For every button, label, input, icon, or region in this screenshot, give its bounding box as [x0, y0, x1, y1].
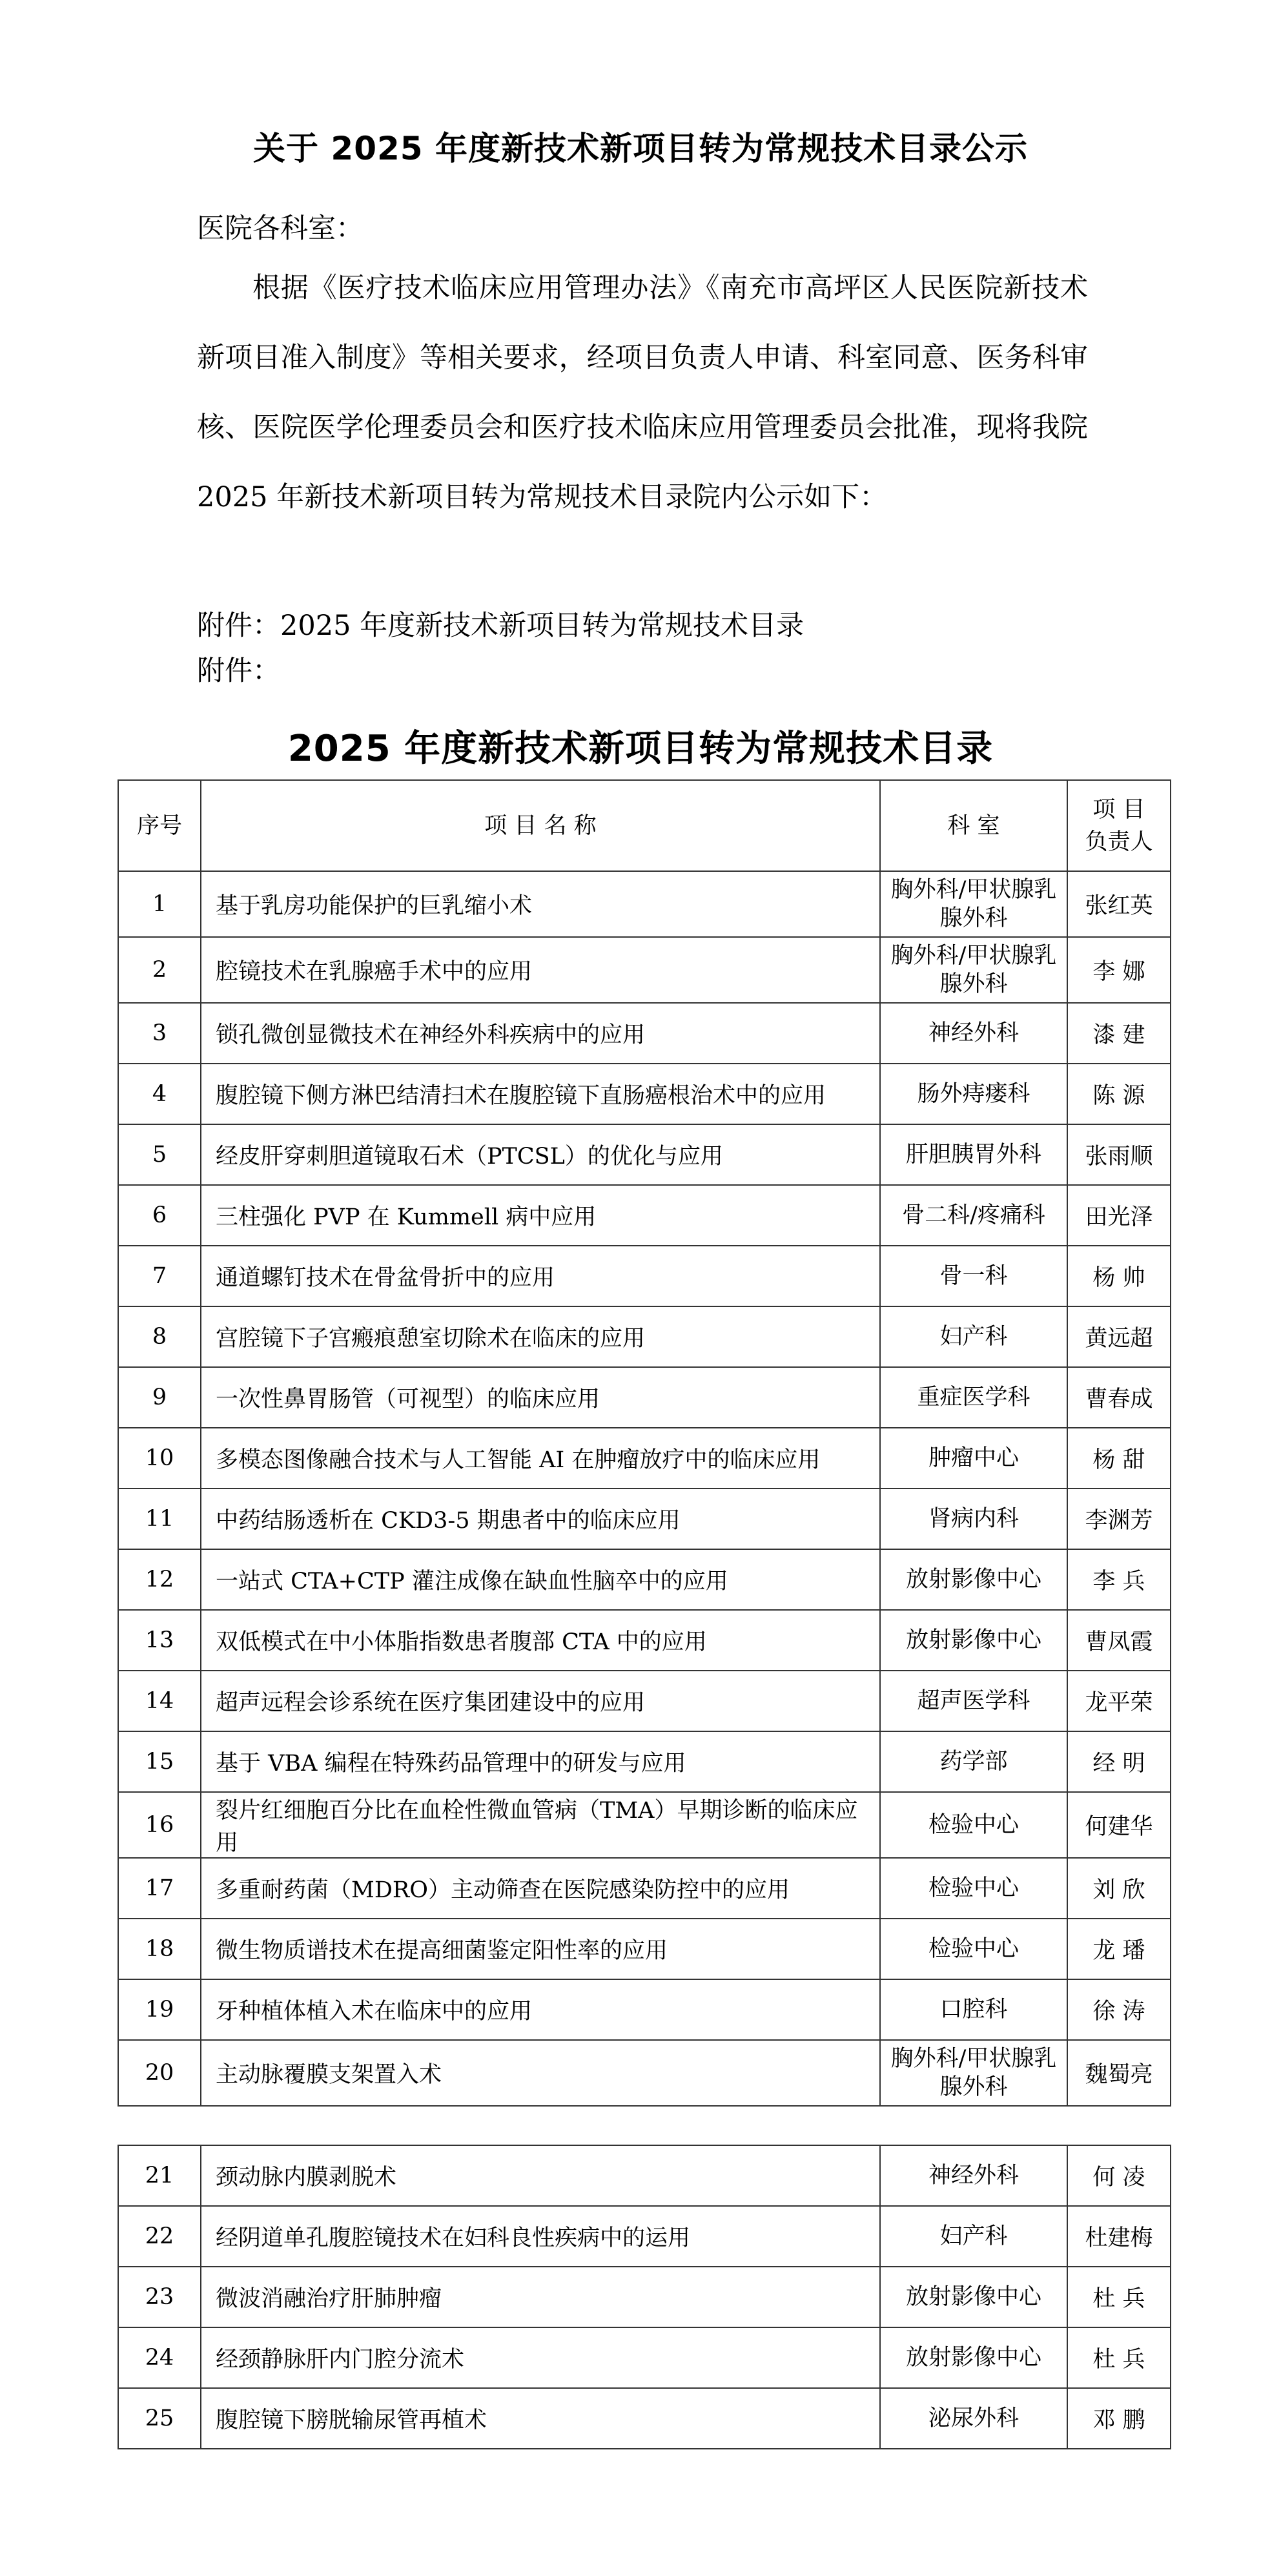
row-index: 10: [118, 1428, 201, 1489]
row-project-name: 一站式 CTA+CTP 灌注成像在缺血性脑卒中的应用: [201, 1549, 880, 1610]
row-leader: 邓 鹏: [1067, 2388, 1171, 2449]
table-row: [118, 2040, 1171, 2106]
row-project-name: 多模态图像融合技术与人工智能 AI 在肿瘤放疗中的临床应用: [201, 1428, 880, 1489]
row-index: 25: [118, 2388, 201, 2449]
row-project-name: 主动脉覆膜支架置入术: [201, 2040, 880, 2106]
row-index: 6: [118, 1185, 201, 1246]
row-department: 放射影像中心: [880, 1549, 1067, 1610]
row-index: 20: [118, 2040, 201, 2106]
row-leader: 张红英: [1067, 871, 1171, 937]
row-leader: 李渊芳: [1067, 1489, 1171, 1549]
row-index: 22: [118, 2206, 201, 2267]
row-leader: 陈 源: [1067, 1064, 1171, 1124]
row-index: 14: [118, 1671, 201, 1731]
row-index: 18: [118, 1919, 201, 1979]
table-header-row: [118, 780, 1171, 871]
row-leader: 曹凤霞: [1067, 1610, 1171, 1671]
row-project-name: 双低模式在中小体脂指数患者腹部 CTA 中的应用: [201, 1610, 880, 1671]
row-leader: 龙 璠: [1067, 1919, 1171, 1979]
header-lead: [1067, 780, 1171, 871]
table-row: [118, 1428, 1171, 1489]
row-project-name: 三柱强化 PVP 在 Kummell 病中应用: [201, 1185, 880, 1246]
header-lead-line2: 负责人: [1085, 829, 1153, 855]
catalog-table-continued: [118, 2145, 1171, 2449]
row-index: 13: [118, 1610, 201, 1671]
row-project-name: 宫腔镜下子宫瘢痕憩室切除术在临床的应用: [201, 1306, 880, 1367]
row-leader: 李 兵: [1067, 1549, 1171, 1610]
row-department: 检验中心: [880, 1792, 1067, 1858]
table-row: [118, 1792, 1171, 1858]
row-project-name: 腹腔镜下侧方淋巴结清扫术在腹腔镜下直肠癌根治术中的应用: [201, 1064, 880, 1124]
catalog-title: 2025 年度新技术新项目转为常规技术目录: [287, 728, 994, 770]
row-leader: 黄远超: [1067, 1306, 1171, 1367]
table-row: [118, 1731, 1171, 1792]
row-department: 检验中心: [880, 1919, 1067, 1979]
table-row: [118, 2145, 1171, 2206]
row-department: 药学部: [880, 1731, 1067, 1792]
row-leader: 田光泽: [1067, 1185, 1171, 1246]
table-row: [118, 1064, 1171, 1124]
table-row: [118, 1549, 1171, 1610]
table-row: [118, 1306, 1171, 1367]
row-index: 19: [118, 1979, 201, 2040]
attachment-label: 附件：: [197, 655, 280, 687]
row-project-name: 超声远程会诊系统在医疗集团建设中的应用: [201, 1671, 880, 1731]
row-leader: 杜建梅: [1067, 2206, 1171, 2267]
row-leader: 何 凌: [1067, 2145, 1171, 2206]
row-project-name: 微生物质谱技术在提高细菌鉴定阳性率的应用: [201, 1919, 880, 1979]
table-row: [118, 1489, 1171, 1549]
row-project-name: 裂片红细胞百分比在血栓性微血管病（TMA）早期诊断的临床应用: [201, 1792, 880, 1858]
table-row: [118, 2267, 1171, 2327]
row-project-name: 一次性鼻胃肠管（可视型）的临床应用: [201, 1367, 880, 1428]
row-project-name: 牙种植体植入术在临床中的应用: [201, 1979, 880, 2040]
row-leader: 徐 涛: [1067, 1979, 1171, 2040]
row-department: 胸外科/甲状腺乳腺外科: [880, 2040, 1067, 2106]
table-row: [118, 1671, 1171, 1731]
row-index: 11: [118, 1489, 201, 1549]
table-row: [118, 1367, 1171, 1428]
row-department: 放射影像中心: [880, 2267, 1067, 2327]
row-department: 胸外科/甲状腺乳腺外科: [880, 937, 1067, 1003]
row-project-name: 腔镜技术在乳腺癌手术中的应用: [201, 937, 880, 1003]
table-row: [118, 1003, 1171, 1064]
row-department: 神经外科: [880, 1003, 1067, 1064]
table-row: [118, 2206, 1171, 2267]
row-department: 神经外科: [880, 2145, 1067, 2206]
row-department: 骨二科/疼痛科: [880, 1185, 1067, 1246]
notice-body: 根据《医疗技术临床应用管理办法》《南充市高坪区人民医院新技术新项目准入制度》等相关要求，经项目负责人申请、科室同意、医务科审核、医院医学伦理委员会和医疗技术临床应用管理委员会批准，现将我院 2025 年新技术新项目转为常规技术目录院内公示如下：: [197, 272, 1088, 513]
catalog-table: [118, 779, 1171, 2107]
row-department: 肝胆胰胃外科: [880, 1124, 1067, 1185]
row-department: 肾病内科: [880, 1489, 1067, 1549]
row-leader: 经 明: [1067, 1731, 1171, 1792]
row-project-name: 经皮肝穿刺胆道镜取石术（PTCSL）的优化与应用: [201, 1124, 880, 1185]
row-project-name: 基于 VBA 编程在特殊药品管理中的研发与应用: [201, 1731, 880, 1792]
row-department: 妇产科: [880, 1306, 1067, 1367]
row-department: 重症医学科: [880, 1367, 1067, 1428]
row-department: 超声医学科: [880, 1671, 1067, 1731]
row-project-name: 经颈静脉肝内门腔分流术: [201, 2327, 880, 2388]
row-leader: 曹春成: [1067, 1367, 1171, 1428]
row-leader: 杜 兵: [1067, 2327, 1171, 2388]
row-leader: 李 娜: [1067, 937, 1171, 1003]
row-project-name: 基于乳房功能保护的巨乳缩小术: [201, 871, 880, 937]
row-leader: 杨 帅: [1067, 1246, 1171, 1306]
row-project-name: 多重耐药菌（MDRO）主动筛查在医院感染防控中的应用: [201, 1858, 880, 1919]
table-row: [118, 1979, 1171, 2040]
row-department: 妇产科: [880, 2206, 1067, 2267]
row-department: 泌尿外科: [880, 2388, 1067, 2449]
row-leader: 张雨顺: [1067, 1124, 1171, 1185]
row-index: 1: [118, 871, 201, 937]
row-index: 23: [118, 2267, 201, 2327]
header-lead-line1: 项 目: [1092, 796, 1145, 823]
row-index: 21: [118, 2145, 201, 2206]
table-row: [118, 937, 1171, 1003]
row-project-name: 中药结肠透析在 CKD3-5 期患者中的临床应用: [201, 1489, 880, 1549]
row-index: 8: [118, 1306, 201, 1367]
table-row: [118, 871, 1171, 937]
table-row: [118, 1185, 1171, 1246]
table-row: [118, 2388, 1171, 2449]
row-department: 放射影像中心: [880, 1610, 1067, 1671]
row-leader: 刘 欣: [1067, 1858, 1171, 1919]
table-row: [118, 1610, 1171, 1671]
row-index: 3: [118, 1003, 201, 1064]
row-department: 肠外痔瘘科: [880, 1064, 1067, 1124]
row-project-name: 锁孔微创显微技术在神经外科疾病中的应用: [201, 1003, 880, 1064]
row-department: 骨一科: [880, 1246, 1067, 1306]
table-row: [118, 1858, 1171, 1919]
row-department: 放射影像中心: [880, 2327, 1067, 2388]
row-index: 5: [118, 1124, 201, 1185]
table-row: [118, 2327, 1171, 2388]
row-department: 胸外科/甲状腺乳腺外科: [880, 871, 1067, 937]
row-project-name: 腹腔镜下膀胱输尿管再植术: [201, 2388, 880, 2449]
attachment-line: 附件：2025 年度新技术新项目转为常规技术目录: [197, 610, 804, 642]
header-dept: 科 室: [880, 780, 1067, 871]
row-project-name: 颈动脉内膜剥脱术: [201, 2145, 880, 2206]
row-department: 检验中心: [880, 1858, 1067, 1919]
row-index: 17: [118, 1858, 201, 1919]
row-index: 12: [118, 1549, 201, 1610]
notice-title: 关于 2025 年度新技术新项目转为常规技术目录公示: [253, 130, 1028, 167]
row-leader: 龙平荣: [1067, 1671, 1171, 1731]
table-row: [118, 1124, 1171, 1185]
row-leader: 杨 甜: [1067, 1428, 1171, 1489]
salutation: 医院各科室：: [197, 212, 364, 245]
header-name: 项 目 名 称: [201, 780, 880, 871]
row-project-name: 微波消融治疗肝肺肿瘤: [201, 2267, 880, 2327]
row-leader: 魏蜀亮: [1067, 2040, 1171, 2106]
row-index: 7: [118, 1246, 201, 1306]
row-project-name: 通道螺钉技术在骨盆骨折中的应用: [201, 1246, 880, 1306]
row-department: 肿瘤中心: [880, 1428, 1067, 1489]
row-index: 24: [118, 2327, 201, 2388]
row-index: 9: [118, 1367, 201, 1428]
header-index: 序号: [118, 780, 201, 871]
row-index: 16: [118, 1792, 201, 1858]
table-row: [118, 1919, 1171, 1979]
row-leader: 漆 建: [1067, 1003, 1171, 1064]
row-index: 15: [118, 1731, 201, 1792]
row-index: 4: [118, 1064, 201, 1124]
row-department: 口腔科: [880, 1979, 1067, 2040]
row-leader: 何建华: [1067, 1792, 1171, 1858]
row-project-name: 经阴道单孔腹腔镜技术在妇科良性疾病中的运用: [201, 2206, 880, 2267]
table-row: [118, 1246, 1171, 1306]
row-leader: 杜 兵: [1067, 2267, 1171, 2327]
row-index: 2: [118, 937, 201, 1003]
